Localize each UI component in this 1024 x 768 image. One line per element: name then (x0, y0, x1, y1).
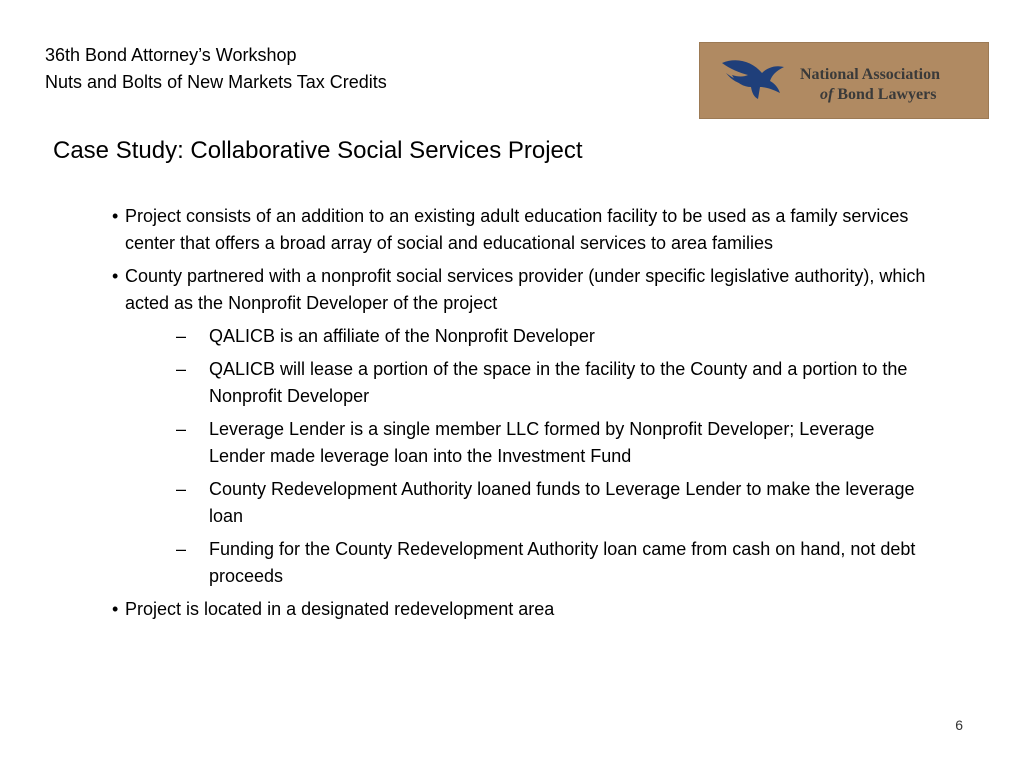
dash-mark: – (176, 359, 187, 379)
sub-bullet-item (112, 536, 932, 590)
logo-line-2-rest: Bond Lawyers (833, 86, 937, 103)
bullet-item (112, 263, 932, 317)
eagle-icon (718, 53, 788, 109)
workshop-subtitle: Nuts and Bolts of New Markets Tax Credits (45, 72, 387, 92)
bullet-text: Project is located in a designated redevelopment area (125, 599, 555, 619)
logo-line-2 (800, 85, 940, 105)
sub-bullet-text: QALICB is an affiliate of the Nonprofit Developer (209, 326, 595, 346)
bullet-mark: • (112, 266, 119, 286)
nabl-logo (699, 42, 989, 119)
logo-line-2-prefix: of (820, 86, 834, 103)
sub-bullet-text: County Redevelopment Authority loaned funds to Leverage Lender to make the leverage loan (209, 479, 915, 526)
logo-text (800, 65, 940, 105)
bullet-item (112, 203, 932, 257)
sub-bullet-item (112, 356, 932, 410)
dash-mark: – (176, 419, 187, 439)
dash-mark: – (176, 326, 187, 346)
logo-line-1: National Association (800, 66, 941, 83)
slide-content (112, 203, 932, 629)
bullet-item (112, 596, 932, 623)
bullet-mark: • (112, 599, 119, 619)
slide-header (45, 42, 387, 96)
bullet-text: Project consists of an addition to an existing adult education facility to be used as a family services center that offers a broad array of social and educational services to area families (125, 206, 909, 253)
slide-title: Case Study: Collaborative Social Services Project (53, 137, 583, 164)
sub-bullet-text: QALICB will lease a portion of the space in the facility to the County and a portion to the Nonprofit Developer (209, 359, 908, 406)
page-number: 6 (955, 717, 963, 733)
sub-bullet-text: Funding for the County Redevelopment Authority loan came from cash on hand, not debt proceeds (209, 539, 916, 586)
sub-bullet-item (112, 323, 932, 350)
workshop-title: 36th Bond Attorney’s Workshop (45, 45, 297, 65)
dash-mark: – (176, 479, 187, 499)
sub-bullet-item (112, 476, 932, 530)
bullet-text: County partnered with a nonprofit social services provider (under specific legislative authority), which acted as the Nonprofit Developer of the project (125, 266, 926, 313)
bullet-mark: • (112, 206, 119, 226)
sub-bullet-item (112, 416, 932, 470)
sub-bullet-text: Leverage Lender is a single member LLC formed by Nonprofit Developer; Leverage Lender made leverage loan into the Investment Fund (209, 419, 875, 466)
dash-mark: – (176, 539, 187, 559)
